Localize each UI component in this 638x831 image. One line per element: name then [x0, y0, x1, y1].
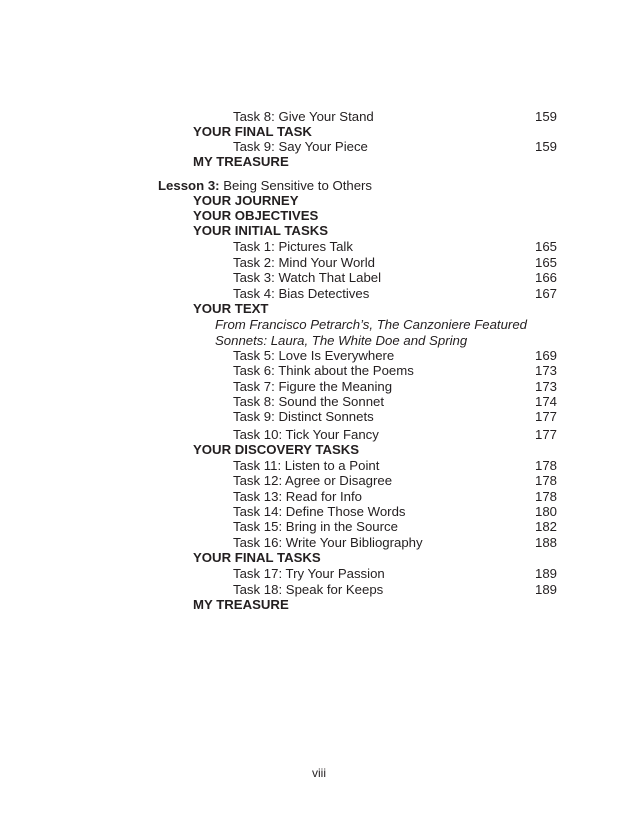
toc-section-heading: YOUR INITIAL TASKS	[193, 223, 329, 238]
toc-text-source: From Francisco Petrarch’s, The Canzoniere Featured	[215, 317, 527, 332]
toc-task-entry: Task 8: Sound the Sonnet	[233, 394, 385, 409]
toc-page-number: 189	[534, 566, 557, 581]
toc-page-number: 180	[534, 504, 557, 519]
toc-task-entry: Task 11: Listen to a Point	[233, 458, 380, 473]
toc-task-entry: Task 10: Tick Your Fancy	[233, 427, 379, 442]
toc-task-entry: Task 6: Think about the Poems	[233, 363, 414, 378]
toc-page-number: 165	[534, 239, 557, 254]
toc-page-number: 159	[534, 139, 557, 154]
toc-section-heading: MY TREASURE	[193, 154, 289, 169]
toc-task-entry: Task 7: Figure the Meaning	[233, 379, 393, 394]
toc-page-number: 173	[534, 363, 557, 378]
toc-section-heading: YOUR TEXT	[193, 301, 269, 316]
toc-page-number: 178	[534, 489, 557, 504]
toc-task-entry: Task 9: Distinct Sonnets	[233, 409, 374, 424]
toc-task-entry: Task 5: Love Is Everywhere	[233, 348, 395, 363]
toc-page-number: 165	[534, 255, 557, 270]
toc-task-entry: Task 14: Define Those Words	[233, 504, 406, 519]
toc-section-heading: YOUR FINAL TASK	[193, 124, 312, 139]
toc-page-number: 188	[534, 535, 557, 550]
toc-task-entry: Task 1: Pictures Talk	[233, 239, 353, 254]
toc-page-number: 178	[534, 458, 557, 473]
toc-task-entry: Task 2: Mind Your World	[233, 255, 375, 270]
toc-section-heading: YOUR DISCOVERY TASKS	[193, 442, 360, 457]
toc-page-number: 174	[534, 394, 557, 409]
lesson-label: Lesson 3:	[158, 178, 220, 193]
toc-page-number: 177	[534, 427, 557, 442]
toc-task-entry: Task 18: Speak for Keeps	[233, 582, 384, 597]
toc-section-heading: MY TREASURE	[193, 597, 289, 612]
toc-task-entry: Task 16: Write Your Bibliography	[233, 535, 423, 550]
toc-task-entry: Task 17: Try Your Passion	[233, 566, 385, 581]
toc-page-number: 166	[534, 270, 557, 285]
lesson-title: Being Sensitive to Others	[219, 178, 373, 193]
toc-section-heading: YOUR JOURNEY	[193, 193, 299, 208]
toc-page-number: 169	[534, 348, 557, 363]
toc-task-entry: Task 4: Bias Detectives	[233, 286, 370, 301]
toc-section-heading: YOUR OBJECTIVES	[193, 208, 319, 223]
toc-page-number: 177	[534, 409, 557, 424]
toc-section-heading: YOUR FINAL TASKS	[193, 550, 321, 565]
toc-task-entry: Task 13: Read for Info	[233, 489, 363, 504]
toc-task-entry: Task 9: Say Your Piece	[233, 139, 368, 154]
page-number: viii	[312, 766, 326, 780]
toc-lesson-title	[158, 178, 372, 193]
toc-text-source: Sonnets: Laura, The White Doe and Spring	[215, 333, 468, 348]
toc-task-entry: Task 12: Agree or Disagree	[233, 473, 393, 488]
toc-page-number: 173	[534, 379, 557, 394]
toc-page-number: 182	[534, 519, 557, 534]
toc-task-entry: Task 8: Give Your Stand	[233, 109, 374, 124]
toc-page-number: 167	[534, 286, 557, 301]
toc-task-entry: Task 15: Bring in the Source	[233, 519, 398, 534]
toc-page-number: 178	[534, 473, 557, 488]
toc-page-number: 159	[534, 109, 557, 124]
toc-task-entry: Task 3: Watch That Label	[233, 270, 382, 285]
toc-page-number: 189	[534, 582, 557, 597]
